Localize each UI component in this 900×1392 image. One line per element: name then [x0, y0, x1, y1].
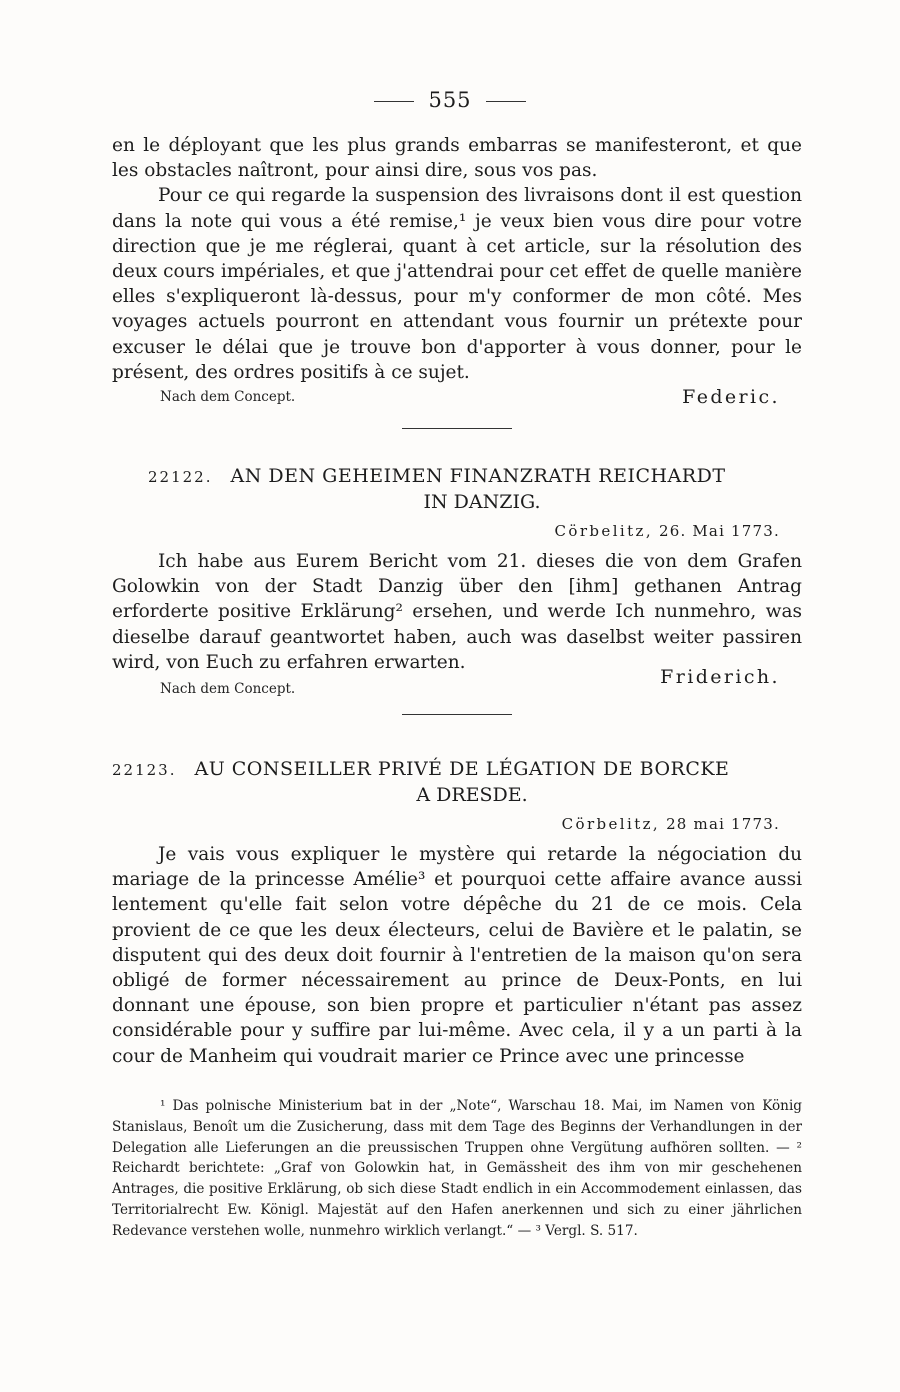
date-place: Cörbelitz,: [554, 522, 653, 540]
page-number: [0, 88, 900, 112]
letter-22123-body: [112, 842, 802, 1069]
letter-22122-text: Ich habe aus Eurem Bericht vom 21. dieses die von dem Grafen Golowkin von der Stadt Danzig über den [ihm] gethanen Antrag erforderte positive Erklärung² ersehen, und werde Ich nunmehro, was dieselbe darauf geantwortet haben, auch was daselbst weiter passiren wird, von Euch zu erfahren erwarten.: [112, 551, 802, 673]
letter-number: 22123.: [112, 761, 177, 779]
letter-22123-heading: [112, 757, 802, 808]
letter-22121-continuation: [112, 133, 802, 385]
letter-22123-text: Je vais vous expliquer le mystère qui retarde la négociation du mariage de la princesse Amélie³ et pourquoi cette affaire avance aussi lentement qu'elle fait selon votre dépêche du 21 de ce mois. Cela provient de ce que les deux électeurs, celui de Bavière et le palatin, se disputent qui des deux doit fournir à l'entretien de la maison qu'on sera obligé de former nécessairement au prince de Deux-Ponts, en lui donnant une épouse, son bien propre et particulier n'étant pas assez considérable pour y suffire par lui-même. Avec cela, il y a un parti à la cour de Manheim qui voudrait marier ce Prince avec une princesse: [112, 844, 802, 1067]
page-number-dash-right: [486, 101, 526, 102]
letter-number: 22122.: [148, 468, 213, 486]
paragraph-1: en le déployant que les plus grands embarras se manifesteront, et que les obstacles naîtront, pour ainsi dire, sous vos pas.: [112, 135, 802, 182]
signature-friderich: Friderich.: [660, 666, 780, 688]
separator-rule-1: [402, 428, 512, 429]
separator-rule-2: [402, 714, 512, 715]
source-note-1: Nach dem Concept.: [160, 389, 296, 405]
letter-title-line1: AN DEN GEHEIMEN FINANZRATH REICHARDT: [230, 465, 726, 487]
letter-title-line2: A DRESDE.: [416, 784, 528, 806]
letter-22122-heading: [112, 464, 802, 515]
letter-22122-date: [555, 522, 780, 540]
date-value: 28 mai 1773.: [666, 815, 780, 833]
page-number-text: 555: [428, 88, 472, 112]
signature-federic: Federic.: [682, 386, 780, 408]
date-place: Cörbelitz,: [561, 815, 661, 833]
letter-22122-body: [112, 549, 802, 675]
letter-title-line1: AU CONSEILLER PRIVÉ DE LÉGATION DE BORCKE: [194, 758, 730, 780]
letter-title-line2: IN DANZIG.: [423, 491, 541, 513]
footnotes: [112, 1096, 802, 1242]
letter-22123-date: [562, 815, 780, 833]
page-number-dash-left: [374, 101, 414, 102]
paragraph-2: Pour ce qui regarde la suspension des livraisons dont il est question dans la note qui vous a été remise,¹ je veux bien vous dire pour votre direction que je me réglerai, quant à cet article, sur la résolution des deux cours impériales, et que j'attendrai pour cet effet de quelle manière elles s'expliqueront là-dessus, pour m'y conformer de mon côté. Mes voyages actuels pourront en attendant vous fournir un prétexte pour excuser le délai que je trouve bon d'apporter à vous donner, pour le présent, des ordres positifs à ce sujet.: [112, 185, 802, 383]
source-note-2: Nach dem Concept.: [160, 681, 296, 697]
footnotes-text: ¹ Das polnische Ministerium bat in der „Note“, Warschau 18. Mai, im Namen von König Stanislaus, Benoît um die Zusicherung, dass mit dem Tage des Beginns der Verhandlungen in der Delegation alle Lieferungen an die preussischen Truppen ohne Vergütung aufhören sollten. — ² Reichardt berichtete: „Graf von Golowkin hat, in Gemässheit des ihm von mir geschehenen Antrages, die positive Erklärung, ob sich diese Stadt endlich in ein Accommodement einlassen, das Territorialrecht Ew. Königl. Majestät auf den Hafen anerkennen und sich zu einer jährlichen Redevance verstehen wolle, nunmehro wirklich verlangt.“ — ³ Vergl. S. 517.: [112, 1098, 802, 1239]
date-value: 26. Mai 1773.: [658, 522, 780, 540]
